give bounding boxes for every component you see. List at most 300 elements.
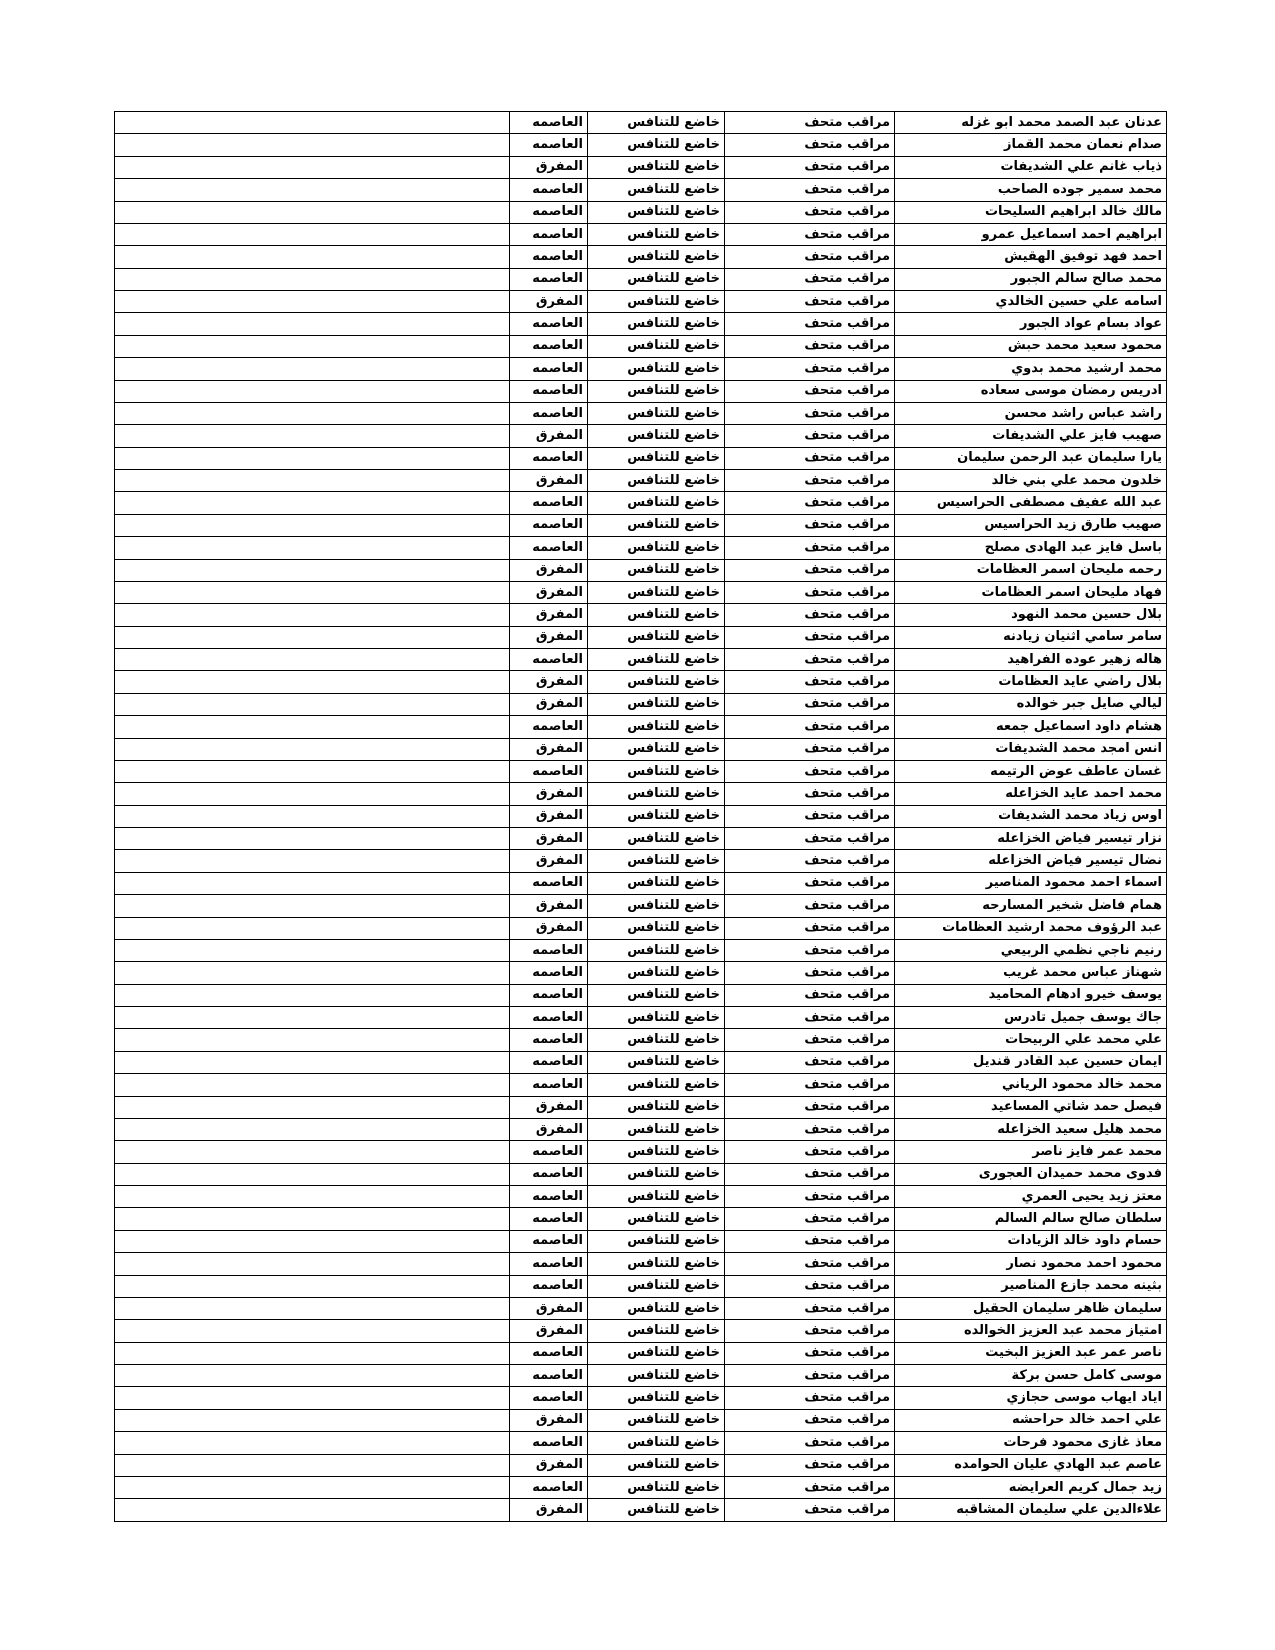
- competition-status-cell: خاضع للتنافس: [588, 604, 725, 626]
- candidate-name-cell: ايمان حسين عبد القادر قنديل: [895, 1051, 1167, 1073]
- candidate-name-cell: هشام داود اسماعيل جمعه: [895, 716, 1167, 738]
- candidate-name-cell: علاءالدين علي سليمان المشاقبه: [895, 1499, 1167, 1521]
- empty-cell: [115, 1365, 510, 1387]
- empty-cell: [115, 1387, 510, 1409]
- job-title-cell: مراقب متحف: [725, 1163, 895, 1185]
- competition-status-cell: خاضع للتنافس: [588, 335, 725, 357]
- region-cell: العاصمه: [510, 1476, 588, 1498]
- candidate-name-cell: بلال راضي عايد العظامات: [895, 671, 1167, 693]
- table-row: [115, 649, 1167, 671]
- candidate-name-cell: سامر سامي اثنيان زيادنه: [895, 626, 1167, 648]
- job-title-cell: مراقب متحف: [725, 1476, 895, 1498]
- region-cell: المفرق: [510, 626, 588, 648]
- candidate-name-cell: محمود سعيد محمد حبش: [895, 335, 1167, 357]
- job-title-cell: مراقب متحف: [725, 917, 895, 939]
- table-row: [115, 268, 1167, 290]
- job-title-cell: مراقب متحف: [725, 559, 895, 581]
- table-row: [115, 693, 1167, 715]
- competition-status-cell: خاضع للتنافس: [588, 626, 725, 648]
- region-cell: المفرق: [510, 1409, 588, 1431]
- table-row: [115, 447, 1167, 469]
- region-cell: المفرق: [510, 425, 588, 447]
- region-cell: العاصمه: [510, 514, 588, 536]
- table-row: [115, 581, 1167, 603]
- table-row: [115, 939, 1167, 961]
- job-title-cell: مراقب متحف: [725, 1297, 895, 1319]
- job-title-cell: مراقب متحف: [725, 1096, 895, 1118]
- region-cell: العاصمه: [510, 1163, 588, 1185]
- job-title-cell: مراقب متحف: [725, 1141, 895, 1163]
- empty-cell: [115, 1118, 510, 1140]
- region-cell: المفرق: [510, 693, 588, 715]
- region-cell: العاصمه: [510, 1342, 588, 1364]
- table-row: [115, 760, 1167, 782]
- job-title-cell: مراقب متحف: [725, 805, 895, 827]
- candidate-name-cell: احمد فهد توفيق الهقيش: [895, 246, 1167, 268]
- job-title-cell: مراقب متحف: [725, 1074, 895, 1096]
- competition-status-cell: خاضع للتنافس: [588, 134, 725, 156]
- candidate-name-cell: يوسف خيرو ادهام المحاميد: [895, 984, 1167, 1006]
- job-title-cell: مراقب متحف: [725, 1499, 895, 1521]
- candidate-name-cell: حسام داود خالد الزيادات: [895, 1230, 1167, 1252]
- job-title-cell: مراقب متحف: [725, 939, 895, 961]
- empty-cell: [115, 1253, 510, 1275]
- candidate-name-cell: عواد بسام عواد الجبور: [895, 313, 1167, 335]
- table-row: [115, 1096, 1167, 1118]
- table-row: [115, 1320, 1167, 1342]
- table-row: [115, 1454, 1167, 1476]
- competition-status-cell: خاضع للتنافس: [588, 380, 725, 402]
- table-row: [115, 1387, 1167, 1409]
- table-row: [115, 1118, 1167, 1140]
- region-cell: العاصمه: [510, 335, 588, 357]
- empty-cell: [115, 335, 510, 357]
- empty-cell: [115, 514, 510, 536]
- region-cell: المفرق: [510, 805, 588, 827]
- region-cell: المفرق: [510, 1297, 588, 1319]
- job-title-cell: مراقب متحف: [725, 335, 895, 357]
- candidates-table: [114, 111, 1167, 1522]
- empty-cell: [115, 760, 510, 782]
- competition-status-cell: خاضع للتنافس: [588, 939, 725, 961]
- job-title-cell: مراقب متحف: [725, 1253, 895, 1275]
- job-title-cell: مراقب متحف: [725, 1342, 895, 1364]
- empty-cell: [115, 1476, 510, 1498]
- empty-cell: [115, 895, 510, 917]
- table-row: [115, 246, 1167, 268]
- candidate-name-cell: محمد احمد عايد الخزاعله: [895, 783, 1167, 805]
- job-title-cell: مراقب متحف: [725, 1230, 895, 1252]
- region-cell: العاصمه: [510, 1208, 588, 1230]
- region-cell: العاصمه: [510, 872, 588, 894]
- table-row: [115, 805, 1167, 827]
- table-row: [115, 962, 1167, 984]
- job-title-cell: مراقب متحف: [725, 1365, 895, 1387]
- competition-status-cell: خاضع للتنافس: [588, 1499, 725, 1521]
- candidate-name-cell: خلدون محمد علي بني خالد: [895, 470, 1167, 492]
- job-title-cell: مراقب متحف: [725, 604, 895, 626]
- region-cell: العاصمه: [510, 492, 588, 514]
- table-row: [115, 716, 1167, 738]
- candidate-name-cell: عاصم عبد الهادي عليان الحوامده: [895, 1454, 1167, 1476]
- table-row: [115, 872, 1167, 894]
- competition-status-cell: خاضع للتنافس: [588, 291, 725, 313]
- competition-status-cell: خاضع للتنافس: [588, 1432, 725, 1454]
- candidate-name-cell: شهناز عباس محمد غريب: [895, 962, 1167, 984]
- job-title-cell: مراقب متحف: [725, 828, 895, 850]
- empty-cell: [115, 246, 510, 268]
- region-cell: العاصمه: [510, 179, 588, 201]
- job-title-cell: مراقب متحف: [725, 537, 895, 559]
- job-title-cell: مراقب متحف: [725, 425, 895, 447]
- competition-status-cell: خاضع للتنافس: [588, 581, 725, 603]
- empty-cell: [115, 492, 510, 514]
- table-row: [115, 671, 1167, 693]
- candidate-name-cell: محمد هليل سعيد الخزاعله: [895, 1118, 1167, 1140]
- competition-status-cell: خاضع للتنافس: [588, 1387, 725, 1409]
- empty-cell: [115, 425, 510, 447]
- job-title-cell: مراقب متحف: [725, 1007, 895, 1029]
- region-cell: المفرق: [510, 850, 588, 872]
- table-row: [115, 1186, 1167, 1208]
- empty-cell: [115, 1454, 510, 1476]
- empty-cell: [115, 581, 510, 603]
- empty-cell: [115, 984, 510, 1006]
- region-cell: العاصمه: [510, 313, 588, 335]
- region-cell: المفرق: [510, 783, 588, 805]
- competition-status-cell: خاضع للتنافس: [588, 895, 725, 917]
- competition-status-cell: خاضع للتنافس: [588, 1275, 725, 1297]
- competition-status-cell: خاضع للتنافس: [588, 425, 725, 447]
- job-title-cell: مراقب متحف: [725, 223, 895, 245]
- table-row: [115, 291, 1167, 313]
- competition-status-cell: خاضع للتنافس: [588, 1118, 725, 1140]
- empty-cell: [115, 268, 510, 290]
- empty-cell: [115, 402, 510, 424]
- competition-status-cell: خاضع للتنافس: [588, 470, 725, 492]
- competition-status-cell: خاضع للتنافس: [588, 1320, 725, 1342]
- table-row: [115, 850, 1167, 872]
- table-row: [115, 1297, 1167, 1319]
- table-row: [115, 1476, 1167, 1498]
- competition-status-cell: خاضع للتنافس: [588, 1253, 725, 1275]
- competition-status-cell: خاضع للتنافس: [588, 760, 725, 782]
- empty-cell: [115, 738, 510, 760]
- empty-cell: [115, 358, 510, 380]
- competition-status-cell: خاضع للتنافس: [588, 1454, 725, 1476]
- region-cell: العاصمه: [510, 1051, 588, 1073]
- empty-cell: [115, 447, 510, 469]
- region-cell: المفرق: [510, 828, 588, 850]
- candidate-name-cell: علي محمد علي الربيحات: [895, 1029, 1167, 1051]
- candidate-name-cell: بثينه محمد جازع المناصير: [895, 1275, 1167, 1297]
- candidate-name-cell: انس امجد محمد الشديفات: [895, 738, 1167, 760]
- job-title-cell: مراقب متحف: [725, 693, 895, 715]
- table-row: [115, 1029, 1167, 1051]
- region-cell: العاصمه: [510, 358, 588, 380]
- region-cell: المفرق: [510, 671, 588, 693]
- table-row: [115, 1253, 1167, 1275]
- candidate-name-cell: رحمه مليحان اسمر العظامات: [895, 559, 1167, 581]
- region-cell: العاصمه: [510, 1029, 588, 1051]
- job-title-cell: مراقب متحف: [725, 895, 895, 917]
- empty-cell: [115, 693, 510, 715]
- region-cell: العاصمه: [510, 716, 588, 738]
- region-cell: العاصمه: [510, 447, 588, 469]
- region-cell: المفرق: [510, 1320, 588, 1342]
- candidate-name-cell: ذياب غانم علي الشديفات: [895, 156, 1167, 178]
- competition-status-cell: خاضع للتنافس: [588, 1007, 725, 1029]
- competition-status-cell: خاضع للتنافس: [588, 984, 725, 1006]
- empty-cell: [115, 380, 510, 402]
- region-cell: المفرق: [510, 156, 588, 178]
- candidate-name-cell: راشد عباس راشد محسن: [895, 402, 1167, 424]
- region-cell: المفرق: [510, 291, 588, 313]
- job-title-cell: مراقب متحف: [725, 447, 895, 469]
- table-row: [115, 358, 1167, 380]
- table-row: [115, 604, 1167, 626]
- job-title-cell: مراقب متحف: [725, 402, 895, 424]
- competition-status-cell: خاضع للتنافس: [588, 693, 725, 715]
- candidate-name-cell: رنيم ناجي نظمي الربيعي: [895, 939, 1167, 961]
- table-row: [115, 425, 1167, 447]
- table-row: [115, 559, 1167, 581]
- candidate-name-cell: ناصر عمر عبد العزيز البخيت: [895, 1342, 1167, 1364]
- region-cell: المفرق: [510, 917, 588, 939]
- table-row: [115, 895, 1167, 917]
- competition-status-cell: خاضع للتنافس: [588, 1051, 725, 1073]
- competition-status-cell: خاضع للتنافس: [588, 1208, 725, 1230]
- empty-cell: [115, 1051, 510, 1073]
- region-cell: العاصمه: [510, 134, 588, 156]
- candidate-name-cell: معاذ غازى محمود فرحات: [895, 1432, 1167, 1454]
- job-title-cell: مراقب متحف: [725, 156, 895, 178]
- empty-cell: [115, 1499, 510, 1521]
- job-title-cell: مراقب متحف: [725, 246, 895, 268]
- job-title-cell: مراقب متحف: [725, 1051, 895, 1073]
- table-row: [115, 514, 1167, 536]
- region-cell: المفرق: [510, 1118, 588, 1140]
- empty-cell: [115, 156, 510, 178]
- table-row: [115, 626, 1167, 648]
- job-title-cell: مراقب متحف: [725, 380, 895, 402]
- region-cell: العاصمه: [510, 1074, 588, 1096]
- table-row: [115, 1141, 1167, 1163]
- empty-cell: [115, 716, 510, 738]
- candidate-name-cell: نزار تيسير فياض الخزاعله: [895, 828, 1167, 850]
- candidate-name-cell: معتز زيد يحيى العمري: [895, 1186, 1167, 1208]
- table-row: [115, 1074, 1167, 1096]
- empty-cell: [115, 559, 510, 581]
- job-title-cell: مراقب متحف: [725, 716, 895, 738]
- empty-cell: [115, 1230, 510, 1252]
- table-row: [115, 380, 1167, 402]
- region-cell: العاصمه: [510, 939, 588, 961]
- candidate-name-cell: ادريس رمضان موسى سعاده: [895, 380, 1167, 402]
- empty-cell: [115, 112, 510, 134]
- competition-status-cell: خاضع للتنافس: [588, 917, 725, 939]
- region-cell: المفرق: [510, 470, 588, 492]
- candidate-name-cell: اسماء احمد محمود المناصير: [895, 872, 1167, 894]
- job-title-cell: مراقب متحف: [725, 649, 895, 671]
- competition-status-cell: خاضع للتنافس: [588, 962, 725, 984]
- empty-cell: [115, 1342, 510, 1364]
- candidate-name-cell: صهيب فايز علي الشديفات: [895, 425, 1167, 447]
- table-row: [115, 179, 1167, 201]
- empty-cell: [115, 223, 510, 245]
- candidate-name-cell: مالك خالد ابراهيم السليحات: [895, 201, 1167, 223]
- job-title-cell: مراقب متحف: [725, 134, 895, 156]
- job-title-cell: مراقب متحف: [725, 760, 895, 782]
- empty-cell: [115, 470, 510, 492]
- region-cell: العاصمه: [510, 201, 588, 223]
- empty-cell: [115, 1163, 510, 1185]
- candidate-name-cell: عبد الرؤوف محمد ارشيد العظامات: [895, 917, 1167, 939]
- candidate-name-cell: ليالي صايل جبر خوالده: [895, 693, 1167, 715]
- candidate-name-cell: نضال تيسير فياض الخزاعله: [895, 850, 1167, 872]
- candidate-name-cell: محمد صالح سالم الجبور: [895, 268, 1167, 290]
- competition-status-cell: خاضع للتنافس: [588, 1141, 725, 1163]
- table-row: [115, 1208, 1167, 1230]
- region-cell: العاصمه: [510, 1387, 588, 1409]
- competition-status-cell: خاضع للتنافس: [588, 402, 725, 424]
- competition-status-cell: خاضع للتنافس: [588, 492, 725, 514]
- candidate-name-cell: موسى كامل حسن بركة: [895, 1365, 1167, 1387]
- candidate-name-cell: باسل فايز عبد الهادى مصلح: [895, 537, 1167, 559]
- candidate-name-cell: امتياز محمد عبد العزيز الخوالده: [895, 1320, 1167, 1342]
- empty-cell: [115, 783, 510, 805]
- table-row: [115, 783, 1167, 805]
- empty-cell: [115, 917, 510, 939]
- region-cell: المفرق: [510, 581, 588, 603]
- region-cell: المفرق: [510, 1499, 588, 1521]
- competition-status-cell: خاضع للتنافس: [588, 313, 725, 335]
- table-row: [115, 984, 1167, 1006]
- empty-cell: [115, 1275, 510, 1297]
- table-row: [115, 1230, 1167, 1252]
- table-row: [115, 1007, 1167, 1029]
- competition-status-cell: خاضع للتنافس: [588, 358, 725, 380]
- competition-status-cell: خاضع للتنافس: [588, 246, 725, 268]
- competition-status-cell: خاضع للتنافس: [588, 268, 725, 290]
- job-title-cell: مراقب متحف: [725, 850, 895, 872]
- empty-cell: [115, 1320, 510, 1342]
- empty-cell: [115, 626, 510, 648]
- job-title-cell: مراقب متحف: [725, 783, 895, 805]
- table-row: [115, 313, 1167, 335]
- job-title-cell: مراقب متحف: [725, 1320, 895, 1342]
- region-cell: العاصمه: [510, 402, 588, 424]
- competition-status-cell: خاضع للتنافس: [588, 738, 725, 760]
- job-title-cell: مراقب متحف: [725, 1409, 895, 1431]
- candidate-name-cell: غسان عاطف عوض الرتيمه: [895, 760, 1167, 782]
- candidate-name-cell: فيصل حمد شاتي المساعيد: [895, 1096, 1167, 1118]
- job-title-cell: مراقب متحف: [725, 1118, 895, 1140]
- candidate-name-cell: يارا سليمان عبد الرحمن سليمان: [895, 447, 1167, 469]
- table-row: [115, 1342, 1167, 1364]
- region-cell: المفرق: [510, 1454, 588, 1476]
- job-title-cell: مراقب متحف: [725, 1275, 895, 1297]
- region-cell: العاصمه: [510, 112, 588, 134]
- region-cell: العاصمه: [510, 246, 588, 268]
- candidate-name-cell: محمد سمير جوده الصاحب: [895, 179, 1167, 201]
- table-row: [115, 828, 1167, 850]
- job-title-cell: مراقب متحف: [725, 313, 895, 335]
- competition-status-cell: خاضع للتنافس: [588, 872, 725, 894]
- table-row: [115, 537, 1167, 559]
- competition-status-cell: خاضع للتنافس: [588, 223, 725, 245]
- empty-cell: [115, 872, 510, 894]
- empty-cell: [115, 1297, 510, 1319]
- competition-status-cell: خاضع للتنافس: [588, 156, 725, 178]
- candidates-table-body: [115, 112, 1167, 1522]
- competition-status-cell: خاضع للتنافس: [588, 1186, 725, 1208]
- region-cell: العاصمه: [510, 268, 588, 290]
- job-title-cell: مراقب متحف: [725, 872, 895, 894]
- table-row: [115, 470, 1167, 492]
- empty-cell: [115, 604, 510, 626]
- table-row: [115, 335, 1167, 357]
- empty-cell: [115, 1074, 510, 1096]
- region-cell: العاصمه: [510, 380, 588, 402]
- empty-cell: [115, 805, 510, 827]
- competition-status-cell: خاضع للتنافس: [588, 514, 725, 536]
- table-row: [115, 402, 1167, 424]
- job-title-cell: مراقب متحف: [725, 1387, 895, 1409]
- empty-cell: [115, 1029, 510, 1051]
- table-row: [115, 1365, 1167, 1387]
- region-cell: العاصمه: [510, 1432, 588, 1454]
- competition-status-cell: خاضع للتنافس: [588, 559, 725, 581]
- table-row: [115, 492, 1167, 514]
- competition-status-cell: خاضع للتنافس: [588, 783, 725, 805]
- empty-cell: [115, 939, 510, 961]
- job-title-cell: مراقب متحف: [725, 738, 895, 760]
- competition-status-cell: خاضع للتنافس: [588, 112, 725, 134]
- region-cell: العاصمه: [510, 1141, 588, 1163]
- candidate-name-cell: اسامه علي حسين الخالدي: [895, 291, 1167, 313]
- candidate-name-cell: علي احمد خالد حراحشه: [895, 1409, 1167, 1431]
- candidate-name-cell: صهيب طارق زيد الحراسيس: [895, 514, 1167, 536]
- competition-status-cell: خاضع للتنافس: [588, 671, 725, 693]
- competition-status-cell: خاضع للتنافس: [588, 1163, 725, 1185]
- candidate-name-cell: صدام نعمان محمد القماز: [895, 134, 1167, 156]
- competition-status-cell: خاضع للتنافس: [588, 828, 725, 850]
- region-cell: المفرق: [510, 895, 588, 917]
- job-title-cell: مراقب متحف: [725, 626, 895, 648]
- region-cell: المفرق: [510, 738, 588, 760]
- candidate-name-cell: محمد خالد محمود الرياني: [895, 1074, 1167, 1096]
- candidate-name-cell: همام فاضل شخير المسارحه: [895, 895, 1167, 917]
- competition-status-cell: خاضع للتنافس: [588, 1074, 725, 1096]
- candidate-name-cell: فهاد مليحان اسمر العظامات: [895, 581, 1167, 603]
- job-title-cell: مراقب متحف: [725, 179, 895, 201]
- empty-cell: [115, 1186, 510, 1208]
- table-row: [115, 156, 1167, 178]
- empty-cell: [115, 1208, 510, 1230]
- table-row: [115, 1499, 1167, 1521]
- table-row: [115, 1275, 1167, 1297]
- competition-status-cell: خاضع للتنافس: [588, 850, 725, 872]
- table-row: [115, 1051, 1167, 1073]
- candidate-name-cell: عبد الله عفيف مصطفى الحراسيس: [895, 492, 1167, 514]
- region-cell: العاصمه: [510, 760, 588, 782]
- region-cell: المفرق: [510, 604, 588, 626]
- table-row: [115, 134, 1167, 156]
- job-title-cell: مراقب متحف: [725, 470, 895, 492]
- candidate-name-cell: فدوى محمد حميدان العجورى: [895, 1163, 1167, 1185]
- candidate-name-cell: عدنان عبد الصمد محمد ابو غزله: [895, 112, 1167, 134]
